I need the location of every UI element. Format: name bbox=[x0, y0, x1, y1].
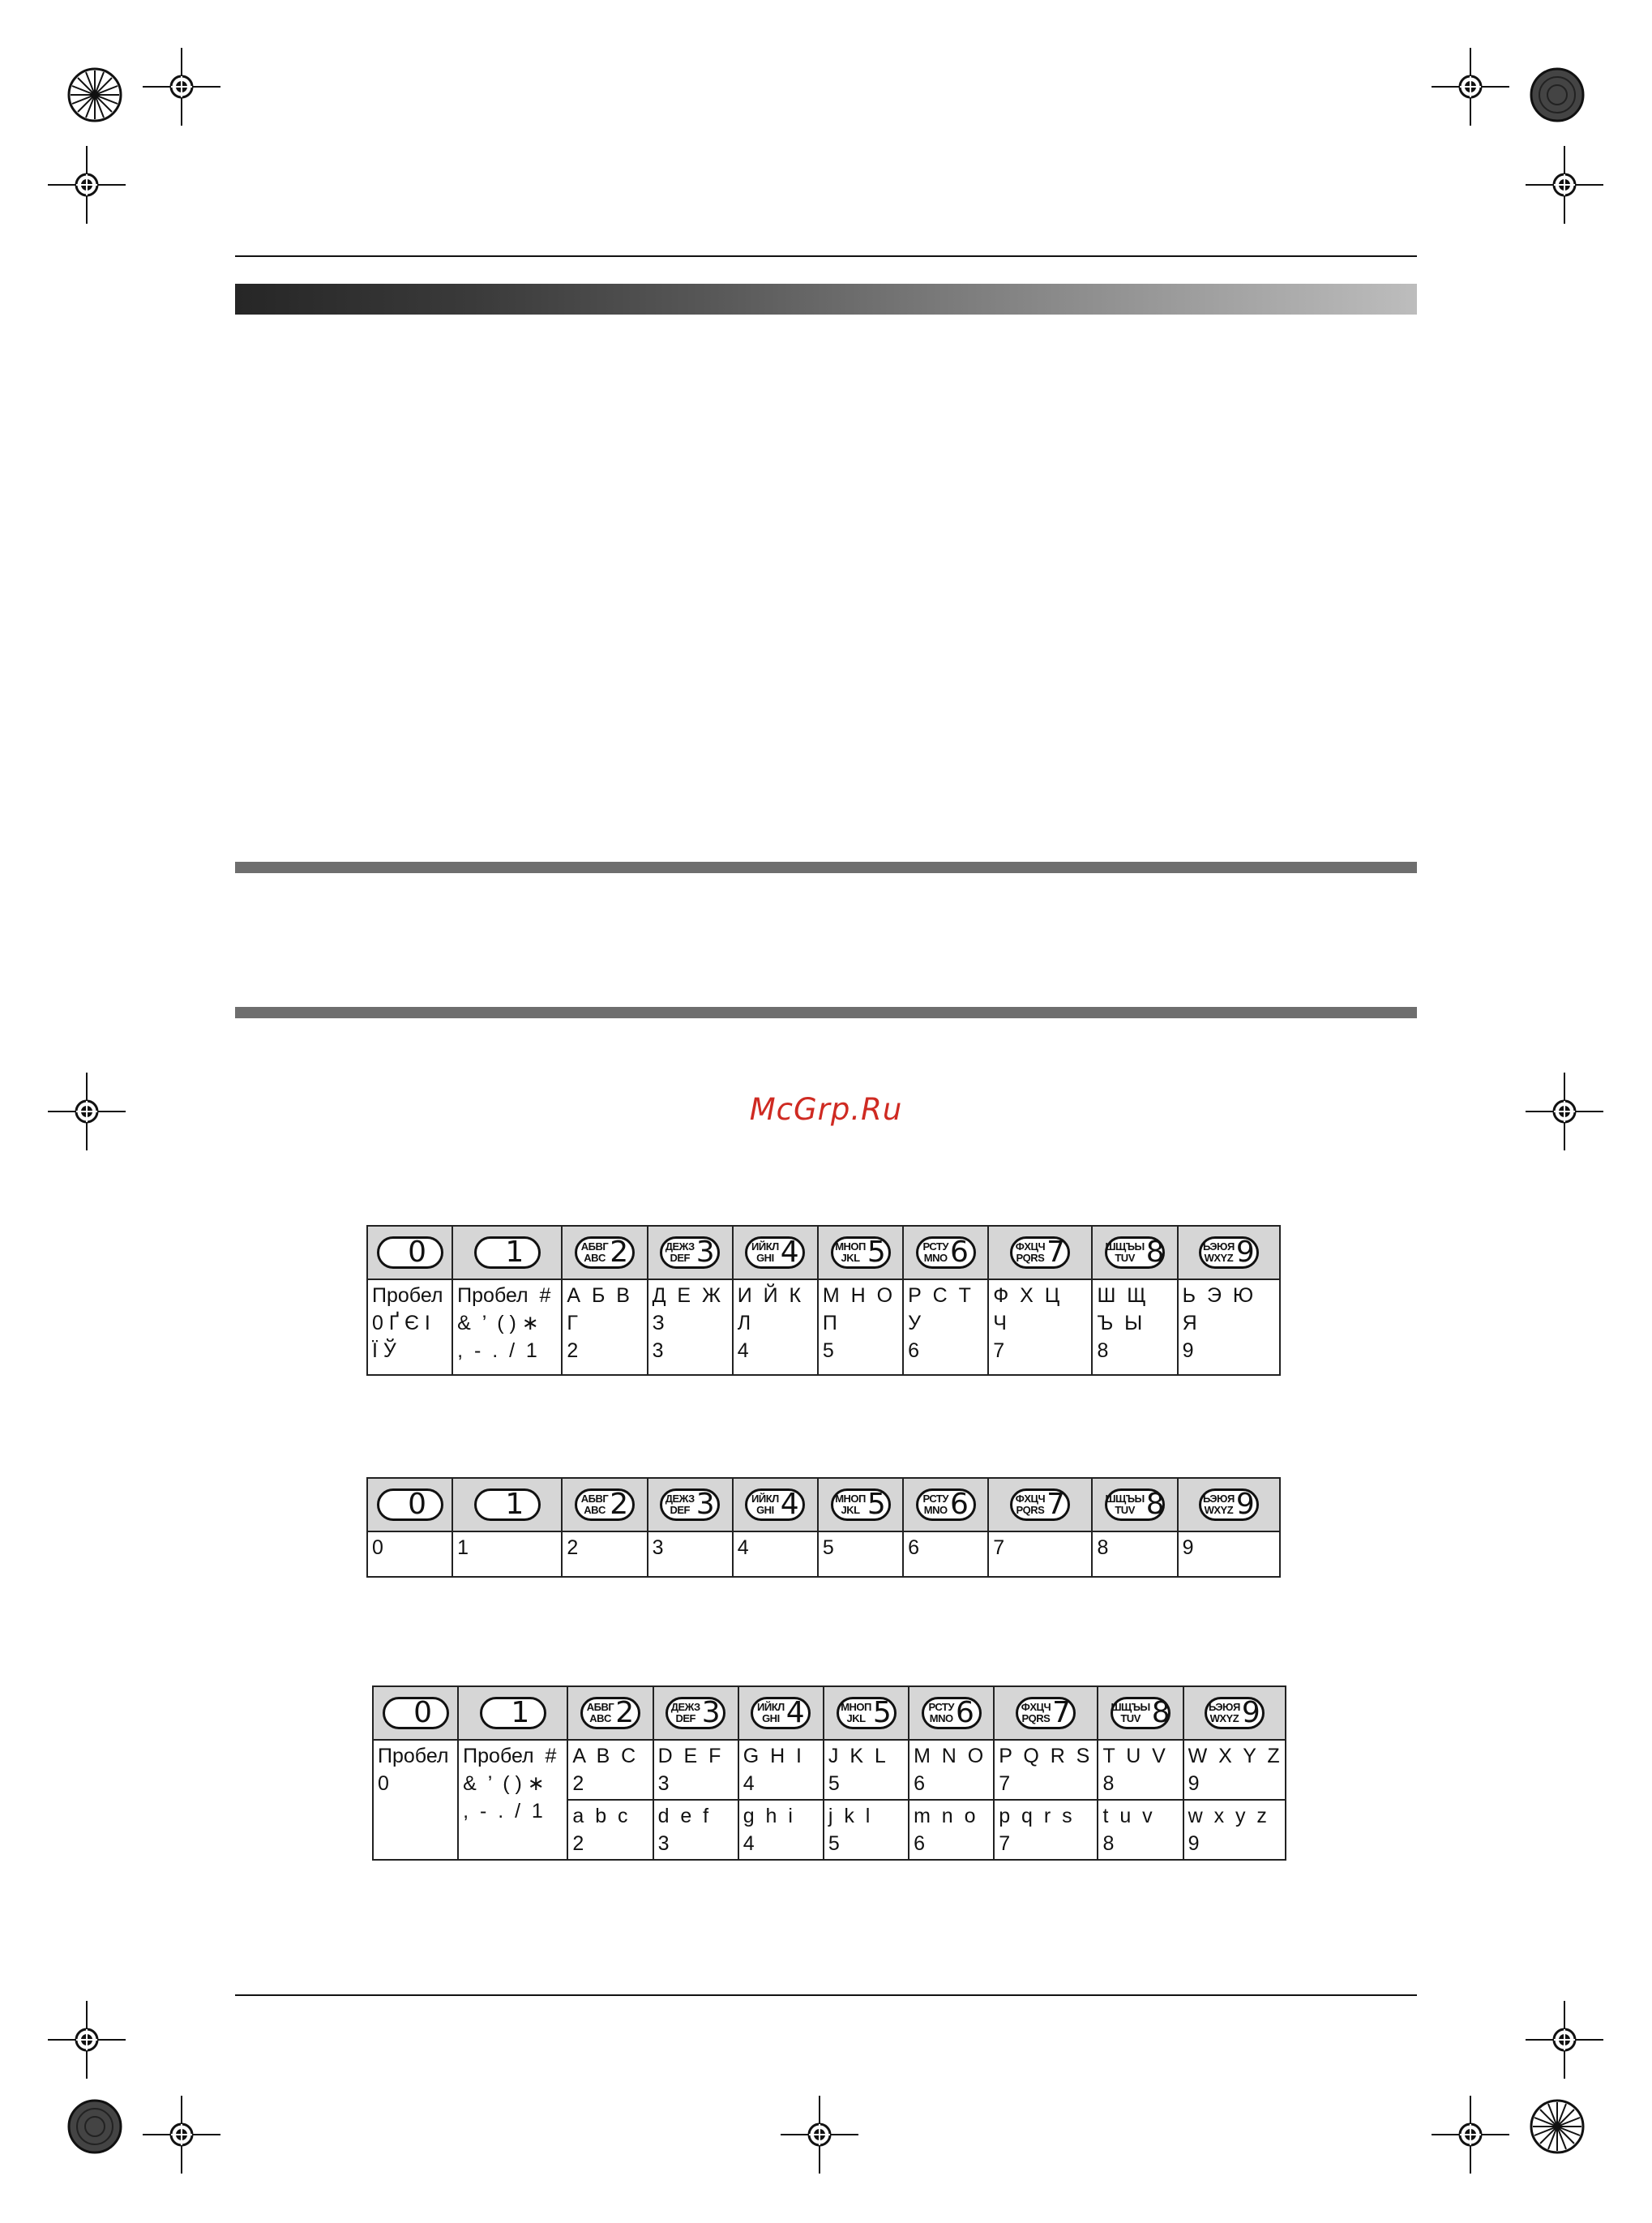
char-cell: J K L 5 bbox=[824, 1740, 909, 1800]
key-cell bbox=[903, 1478, 988, 1531]
key-letters bbox=[922, 1493, 948, 1516]
char-cell: t u v 8 bbox=[1098, 1800, 1183, 1860]
key-cell bbox=[733, 1226, 818, 1279]
char-cell: T U V 8 bbox=[1098, 1740, 1183, 1800]
key-6-icon bbox=[916, 1236, 976, 1269]
key-letters bbox=[757, 1702, 785, 1724]
char-cell: 4 bbox=[733, 1531, 818, 1577]
key-cell bbox=[1178, 1478, 1280, 1531]
key-letters bbox=[841, 1702, 871, 1724]
key-cell bbox=[818, 1226, 903, 1279]
key-letters-latin: ABC bbox=[589, 1712, 611, 1724]
char-cell: 1 bbox=[452, 1531, 562, 1577]
key-letters-latin: JKL bbox=[841, 1504, 860, 1516]
key-cell bbox=[818, 1478, 903, 1531]
key-cell bbox=[1183, 1686, 1286, 1740]
key-3-icon bbox=[660, 1488, 720, 1521]
key-letters-latin: MNO bbox=[923, 1252, 948, 1264]
key-letters-latin: MNO bbox=[929, 1712, 953, 1724]
key-letters bbox=[1021, 1702, 1051, 1724]
key-cell bbox=[367, 1226, 452, 1279]
key-cell bbox=[648, 1226, 733, 1279]
key-letters-latin: DEF bbox=[670, 1504, 690, 1516]
char-row bbox=[367, 1531, 1280, 1577]
key-2-icon bbox=[575, 1488, 635, 1521]
key-digit: 6 bbox=[949, 1236, 969, 1269]
key-cell bbox=[458, 1686, 567, 1740]
key-letters bbox=[666, 1493, 695, 1516]
key-6-icon bbox=[916, 1488, 976, 1521]
key-letters bbox=[751, 1493, 779, 1516]
key-digit: 9 bbox=[1235, 1236, 1255, 1269]
key-letters-cyrillic: ЬЭЮЯ bbox=[1202, 1240, 1235, 1253]
key-letters-cyrillic: АБВГ bbox=[580, 1240, 609, 1253]
key-5-icon bbox=[831, 1236, 891, 1269]
key-3-icon bbox=[666, 1697, 725, 1729]
key-cell bbox=[903, 1226, 988, 1279]
key-letters-latin: JKL bbox=[846, 1712, 866, 1724]
key-digit: 0 bbox=[408, 1488, 427, 1521]
char-cell: p q r s 7 bbox=[994, 1800, 1098, 1860]
key-7-icon bbox=[1010, 1236, 1070, 1269]
key-letters-cyrillic: РСТУ bbox=[928, 1701, 954, 1713]
key-digit: 8 bbox=[1145, 1236, 1165, 1269]
char-cell: 6 bbox=[903, 1531, 988, 1577]
char-row bbox=[367, 1279, 1280, 1375]
char-cell: М Н О П 5 bbox=[818, 1279, 903, 1375]
key-8-icon bbox=[1111, 1697, 1171, 1729]
key-cell bbox=[648, 1478, 733, 1531]
key-letters-latin: WXYZ bbox=[1209, 1712, 1239, 1724]
key-letters-cyrillic: РСТУ bbox=[922, 1240, 948, 1253]
key-digit: 2 bbox=[610, 1488, 629, 1521]
key-cell bbox=[1178, 1226, 1280, 1279]
key-cell bbox=[1092, 1226, 1177, 1279]
key-letters-latin: GHI bbox=[756, 1252, 774, 1264]
char-cell: 3 bbox=[648, 1531, 733, 1577]
key-letters bbox=[666, 1241, 695, 1264]
key-digit: 5 bbox=[867, 1236, 886, 1269]
key-digit: 3 bbox=[695, 1488, 715, 1521]
key-letters-cyrillic: АБВГ bbox=[586, 1701, 614, 1713]
key-1-icon bbox=[480, 1697, 546, 1729]
key-cell bbox=[653, 1686, 738, 1740]
key-cell bbox=[562, 1226, 647, 1279]
key-digit: 1 bbox=[505, 1488, 524, 1521]
key-letters bbox=[1111, 1702, 1149, 1724]
key-cell bbox=[452, 1226, 562, 1279]
key-cell bbox=[733, 1478, 818, 1531]
key-letters-latin: GHI bbox=[762, 1712, 780, 1724]
key-letters bbox=[1105, 1493, 1144, 1516]
key-9-icon bbox=[1199, 1236, 1259, 1269]
key-7-icon bbox=[1010, 1488, 1070, 1521]
key-letters-cyrillic: ЬЭЮЯ bbox=[1202, 1493, 1235, 1505]
char-cell: 8 bbox=[1092, 1531, 1177, 1577]
char-cell: P Q R S 7 bbox=[994, 1740, 1098, 1800]
key-letters-cyrillic: ФХЦЧ bbox=[1021, 1701, 1051, 1713]
key-cell bbox=[1092, 1478, 1177, 1531]
key-cell bbox=[909, 1686, 994, 1740]
key-letters bbox=[751, 1241, 779, 1264]
key-cell bbox=[1098, 1686, 1183, 1740]
char-cell: A B C 2 bbox=[567, 1740, 653, 1800]
key-digit: 0 bbox=[413, 1696, 433, 1729]
key-letters-cyrillic: МНОП bbox=[835, 1493, 866, 1505]
key-row bbox=[367, 1226, 1280, 1279]
key-digit: 4 bbox=[780, 1236, 799, 1269]
key-digit: 7 bbox=[1046, 1236, 1066, 1269]
key-letters-cyrillic: МНОП bbox=[835, 1240, 866, 1253]
key-digit: 0 bbox=[408, 1236, 427, 1269]
key-letters bbox=[1016, 1493, 1045, 1516]
key-3-icon bbox=[660, 1236, 720, 1269]
keypad-table-latin bbox=[372, 1685, 1286, 1861]
char-cell: j k l 5 bbox=[824, 1800, 909, 1860]
key-letters-cyrillic: РСТУ bbox=[922, 1493, 948, 1505]
char-cell: Пробел # & ’ ( ) ∗ , - . / 1 bbox=[458, 1740, 567, 1860]
key-letters-latin: PQRS bbox=[1016, 1504, 1045, 1516]
key-letters-cyrillic: ШЩЪЫ bbox=[1105, 1493, 1145, 1505]
key-letters-cyrillic: АБВГ bbox=[580, 1493, 609, 1505]
key-cell bbox=[452, 1478, 562, 1531]
key-4-icon bbox=[745, 1488, 805, 1521]
watermark: McGrp.Ru bbox=[749, 1092, 903, 1127]
key-0-icon bbox=[377, 1236, 443, 1269]
key-letters-cyrillic: ДЕЖЗ bbox=[670, 1701, 700, 1713]
key-letters-cyrillic: ИЙКЛ bbox=[757, 1701, 785, 1713]
key-2-icon bbox=[575, 1236, 635, 1269]
key-digit: 9 bbox=[1241, 1696, 1260, 1729]
key-9-icon bbox=[1199, 1488, 1259, 1521]
char-cell: D E F 3 bbox=[653, 1740, 738, 1800]
key-8-icon bbox=[1105, 1488, 1165, 1521]
char-cell: 2 bbox=[562, 1531, 647, 1577]
key-cell bbox=[367, 1478, 452, 1531]
key-letters-latin: MNO bbox=[923, 1504, 948, 1516]
key-row bbox=[373, 1686, 1286, 1740]
key-4-icon bbox=[745, 1236, 805, 1269]
char-cell: M N O 6 bbox=[909, 1740, 994, 1800]
key-1-icon bbox=[474, 1488, 541, 1521]
key-letters-cyrillic: ШЩЪЫ bbox=[1111, 1701, 1150, 1713]
key-letters-latin: JKL bbox=[841, 1252, 860, 1264]
key-letters-latin: DEF bbox=[675, 1712, 695, 1724]
key-letters-cyrillic: МНОП bbox=[841, 1701, 871, 1713]
key-letters bbox=[928, 1702, 953, 1724]
uppercase-row bbox=[373, 1740, 1286, 1800]
key-6-icon bbox=[922, 1697, 982, 1729]
key-letters-cyrillic: ШЩЪЫ bbox=[1105, 1240, 1145, 1253]
key-letters bbox=[671, 1702, 700, 1724]
key-letters-latin: PQRS bbox=[1016, 1252, 1045, 1264]
key-digit: 7 bbox=[1052, 1696, 1072, 1729]
key-letters bbox=[581, 1241, 609, 1264]
key-7-icon bbox=[1016, 1697, 1076, 1729]
key-digit: 2 bbox=[615, 1696, 635, 1729]
key-2-icon bbox=[580, 1697, 640, 1729]
key-letters bbox=[1203, 1241, 1235, 1264]
char-cell: 7 bbox=[988, 1531, 1092, 1577]
char-cell: g h i 4 bbox=[738, 1800, 824, 1860]
char-cell: А Б В Г 2 bbox=[562, 1279, 647, 1375]
key-digit: 9 bbox=[1235, 1488, 1255, 1521]
char-cell: G H I 4 bbox=[738, 1740, 824, 1800]
key-digit: 5 bbox=[867, 1488, 886, 1521]
key-cell bbox=[373, 1686, 458, 1740]
key-letters-cyrillic: ИЙКЛ bbox=[751, 1493, 779, 1505]
key-digit: 4 bbox=[780, 1488, 799, 1521]
key-digit: 3 bbox=[695, 1236, 715, 1269]
key-digit: 6 bbox=[955, 1696, 974, 1729]
key-letters-latin: TUV bbox=[1120, 1712, 1141, 1724]
key-letters bbox=[581, 1493, 609, 1516]
key-letters-latin: TUV bbox=[1115, 1252, 1135, 1264]
char-cell: W X Y Z 9 bbox=[1183, 1740, 1286, 1800]
key-letters-cyrillic: ИЙКЛ bbox=[751, 1240, 779, 1253]
char-cell: Д Е Ж З 3 bbox=[648, 1279, 733, 1375]
key-digit: 1 bbox=[505, 1236, 524, 1269]
key-cell bbox=[988, 1226, 1092, 1279]
key-digit: 2 bbox=[610, 1236, 629, 1269]
char-cell: Ф Х Ц Ч 7 bbox=[988, 1279, 1092, 1375]
key-cell bbox=[562, 1478, 647, 1531]
key-digit: 5 bbox=[872, 1696, 892, 1729]
char-cell: d e f 3 bbox=[653, 1800, 738, 1860]
char-cell: Пробел 0 Ґ Є І Ї Ў bbox=[367, 1279, 452, 1375]
key-letters bbox=[1016, 1241, 1045, 1264]
key-letters bbox=[835, 1493, 866, 1516]
char-cell: Ь Э Ю Я 9 bbox=[1178, 1279, 1280, 1375]
char-cell: 9 bbox=[1178, 1531, 1280, 1577]
key-cell bbox=[567, 1686, 653, 1740]
key-letters-latin: DEF bbox=[670, 1252, 690, 1264]
char-cell: w x y z 9 bbox=[1183, 1800, 1286, 1860]
key-letters-cyrillic: ФХЦЧ bbox=[1015, 1240, 1046, 1253]
key-digit: 8 bbox=[1151, 1696, 1171, 1729]
char-cell: Р С Т У 6 bbox=[903, 1279, 988, 1375]
key-letters-cyrillic: ФХЦЧ bbox=[1015, 1493, 1046, 1505]
char-cell: Пробел # & ’ ( ) ∗ , - . / 1 bbox=[452, 1279, 562, 1375]
keypad-table-numeric bbox=[366, 1477, 1281, 1578]
key-digit: 8 bbox=[1145, 1488, 1165, 1521]
key-letters bbox=[922, 1241, 948, 1264]
key-cell bbox=[738, 1686, 824, 1740]
char-cell: 0 bbox=[367, 1531, 452, 1577]
key-digit: 1 bbox=[511, 1696, 530, 1729]
key-letters-cyrillic: ДЕЖЗ bbox=[665, 1493, 695, 1505]
key-letters-latin: ABC bbox=[584, 1252, 606, 1264]
keypad-table-cyrillic bbox=[366, 1225, 1281, 1376]
key-letters-cyrillic: ДЕЖЗ bbox=[665, 1240, 695, 1253]
key-1-icon bbox=[474, 1236, 541, 1269]
key-digit: 3 bbox=[701, 1696, 721, 1729]
key-letters-latin: PQRS bbox=[1021, 1712, 1051, 1724]
key-4-icon bbox=[751, 1697, 811, 1729]
char-cell: И Й К Л 4 bbox=[733, 1279, 818, 1375]
char-cell: 5 bbox=[818, 1531, 903, 1577]
key-5-icon bbox=[831, 1488, 891, 1521]
key-5-icon bbox=[837, 1697, 897, 1729]
key-letters bbox=[1105, 1241, 1144, 1264]
key-letters-latin: WXYZ bbox=[1204, 1504, 1234, 1516]
key-letters bbox=[835, 1241, 866, 1264]
key-letters-cyrillic: ЬЭЮЯ bbox=[1208, 1701, 1240, 1713]
key-letters bbox=[587, 1702, 614, 1724]
char-cell: a b c 2 bbox=[567, 1800, 653, 1860]
key-letters-latin: TUV bbox=[1115, 1504, 1135, 1516]
key-0-icon bbox=[383, 1697, 449, 1729]
key-8-icon bbox=[1105, 1236, 1165, 1269]
key-cell bbox=[994, 1686, 1098, 1740]
char-cell: Пробел 0 bbox=[373, 1740, 458, 1860]
key-9-icon bbox=[1205, 1697, 1265, 1729]
key-row bbox=[367, 1478, 1280, 1531]
key-cell bbox=[824, 1686, 909, 1740]
key-letters-latin: WXYZ bbox=[1204, 1252, 1234, 1264]
key-letters bbox=[1203, 1493, 1235, 1516]
char-cell: Ш Щ Ъ Ы 8 bbox=[1092, 1279, 1177, 1375]
key-letters bbox=[1209, 1702, 1240, 1724]
key-digit: 6 bbox=[949, 1488, 969, 1521]
key-0-icon bbox=[377, 1488, 443, 1521]
key-letters-latin: ABC bbox=[584, 1504, 606, 1516]
key-digit: 7 bbox=[1046, 1488, 1066, 1521]
key-digit: 4 bbox=[785, 1696, 805, 1729]
key-cell bbox=[988, 1478, 1092, 1531]
char-cell: m n o 6 bbox=[909, 1800, 994, 1860]
key-letters-latin: GHI bbox=[756, 1504, 774, 1516]
